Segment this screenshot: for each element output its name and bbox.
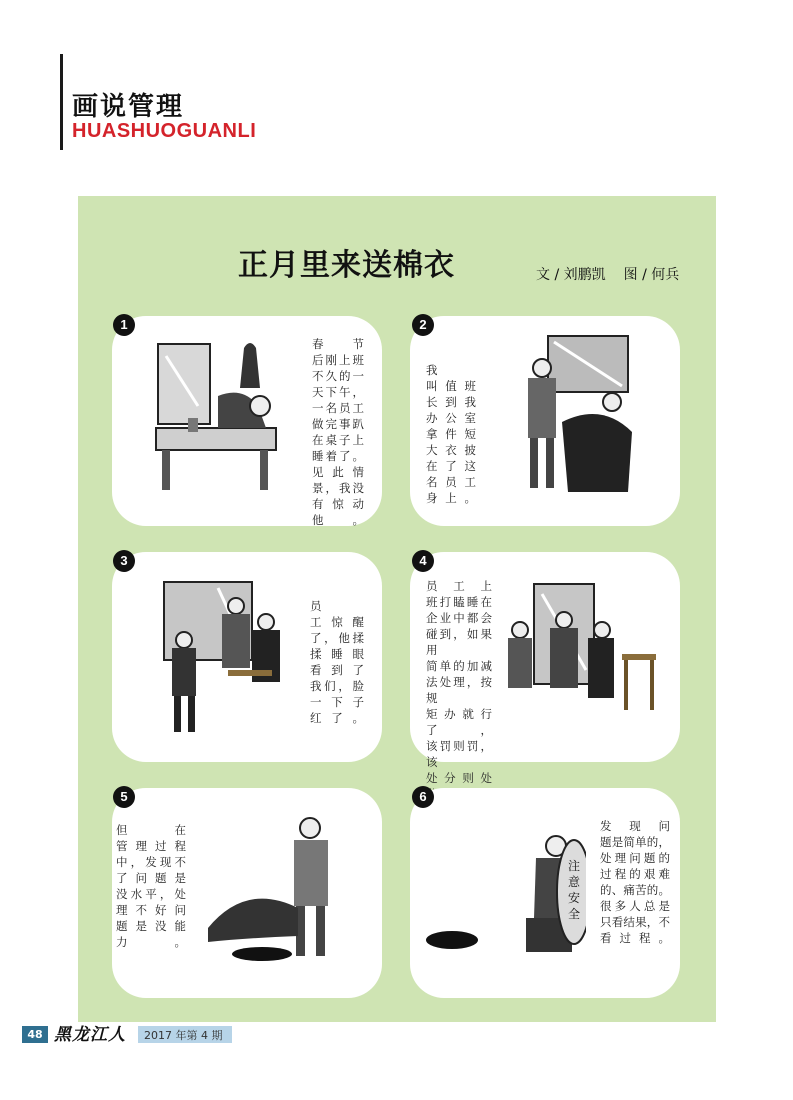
caption-5: 但在 管理过程 中，发现不 了问题是 没水平，处 理不好问 题是没能 力。: [116, 823, 186, 949]
illustration-manhole-hidden: [206, 812, 366, 982]
article-title: 正月里来送棉衣: [238, 248, 455, 283]
illustration-managers-discuss: [502, 574, 662, 744]
caption-4: 员工上 班打瞌睡在 企业中都会 碰到，如果用 简单的加减 法处理，按规 矩办就行了， 该罚则罚，该 处分则处: [426, 579, 492, 785]
sign-text-1: 注: [567, 859, 581, 873]
caption-2: 我 叫值班 长到我 办公室 拿件短 大衣披 在了这 名员工 身上。: [426, 363, 476, 505]
credit-art: 图 / 何兵: [623, 267, 680, 283]
article-credit: [536, 264, 697, 284]
issue-label: 2017 年第 4 期: [144, 1029, 223, 1042]
sign-text-4: 全: [567, 907, 581, 921]
comic-panel-5: [112, 788, 382, 998]
sign-text-3: 安: [567, 891, 581, 905]
caption-1: 春节 后刚上班 不久的一 天下午， 一名员工 做完事趴 在桌子上 睡着了。 见此情 景，我没 有惊动 他。: [312, 337, 364, 527]
sign-text-2: 意: [567, 875, 581, 889]
credit-text: 文 / 刘鹏凯: [536, 267, 606, 283]
comic-panel-4: [410, 552, 680, 785]
panel-number-6: 6: [412, 786, 434, 808]
panel-number-4: 4: [412, 550, 434, 572]
comic-panel-2: [410, 316, 680, 526]
panel-number-2: 2: [412, 314, 434, 336]
comic-panel-1: [112, 316, 382, 526]
illustration-safety-sign: [426, 822, 586, 982]
panel-number-1: 1: [113, 314, 135, 336]
caption-6: 发现问 题是简单的， 处理问题的 过程的艰难 的、痛苦的。 很多人总是 只看结果，不 看过程。: [600, 819, 670, 945]
comic-panel-6: [410, 788, 680, 998]
illustration-worker-wakes: [158, 574, 288, 744]
section-subtitle: HUASHUOGUANLI: [72, 120, 257, 142]
page-number: 48: [22, 1026, 48, 1043]
illustration-sleeping-worker: [148, 336, 298, 496]
section-title: 画说管理: [72, 92, 185, 122]
header-rule: [60, 54, 63, 150]
panel-number-5: 5: [113, 786, 135, 808]
illustration-bringing-coat: [502, 332, 652, 512]
caption-3: 员 工惊醒 了，他揉 揉睡眼 看到了 我们，脸 一下子 红了。: [310, 599, 364, 725]
panel-number-3: 3: [113, 550, 135, 572]
comic-panel-3: [112, 552, 382, 762]
magazine-logo: 黑龙江人: [54, 1025, 126, 1045]
